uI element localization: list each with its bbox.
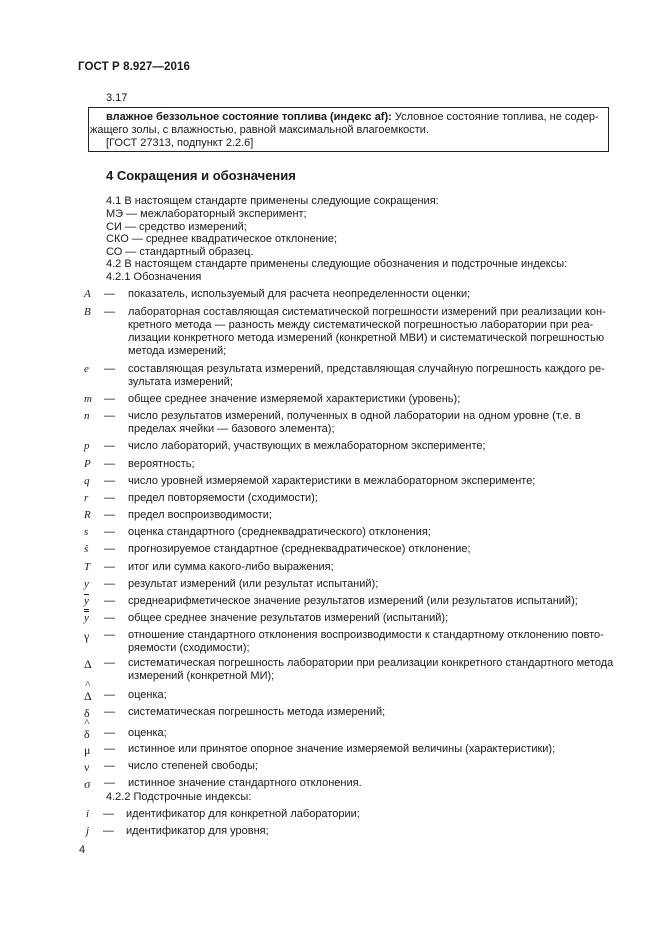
dash: —	[104, 595, 115, 607]
symbol: ^ δ	[84, 717, 90, 741]
dash: —	[104, 440, 115, 452]
symbol-description: систематическая погрешность метода измерений;	[128, 706, 386, 718]
subscript-description: идентификатор для конкретной лаборатории;	[126, 808, 360, 820]
symbol-description: среднеарифметическое значение результатов измерений (или результатов испытаний);	[128, 595, 578, 607]
dash: —	[104, 777, 115, 789]
symbol-description: оценка стандартного (среднеквадратического) отклонения;	[128, 526, 431, 538]
symbol-description: число лабораторий, участвующих в межлабораторном эксперименте;	[128, 440, 486, 452]
dash: —	[104, 363, 115, 375]
dash: —	[104, 578, 115, 590]
definition-box	[88, 108, 609, 152]
dash: —	[104, 306, 115, 318]
symbol: B	[84, 306, 91, 318]
symbol: μ	[84, 743, 91, 757]
definition-text-1: Условное состояние топлива, не содер-	[391, 111, 599, 123]
subscript-symbol: j	[86, 825, 90, 837]
symbol-description: показатель, используемый для расчета неопределенности оценки;	[128, 288, 471, 300]
dash: —	[103, 825, 114, 837]
symbol-description: предел воспроизводимости;	[128, 509, 272, 521]
symbol-description: предел повторяемости (сходимости);	[128, 492, 318, 504]
symbol-description: число результатов измерений, полученных в одной лаборатории на одном уровне (т.е. в пределах ячейки — базового элемента);	[128, 410, 581, 435]
dash: —	[103, 808, 114, 820]
symbol: $\overline{y}$	[84, 595, 89, 607]
paragraph-4-2-2: 4.2.2 Подстрочные индексы:	[106, 791, 252, 803]
definition-line-1	[106, 111, 599, 125]
symbol-description: составляющая результата измерений, представляющая случайную погрешность каждого ре- зультата измерений;	[128, 363, 605, 388]
dash: —	[104, 288, 115, 300]
definition-line-2: жащего золы, с влажностью, равной максимальной влагоемкости.	[90, 124, 430, 136]
definition-reference: [ГОСТ 27313, подпункт 2.2.6]	[106, 137, 254, 149]
symbol: T	[84, 561, 91, 573]
subscript-symbol: i	[86, 808, 90, 820]
symbol-description: оценка;	[128, 689, 167, 701]
subscript-description: идентификатор для уровня;	[126, 825, 269, 837]
dash: —	[104, 706, 115, 718]
symbol: P	[84, 458, 91, 470]
abbreviation-item: СО — стандартный образец.	[106, 246, 254, 258]
dash: —	[104, 410, 115, 422]
symbol-description: общее среднее значение измеряемой характеристики (уровень);	[128, 393, 461, 405]
dash: —	[104, 629, 115, 641]
symbol-description: оценка;	[128, 727, 167, 739]
dash: —	[104, 760, 115, 772]
symbol-description: прогнозируемое стандартное (среднеквадратическое) отклонение;	[128, 543, 471, 555]
paragraph-4-2-1: 4.2.1 Обозначения	[106, 271, 202, 283]
symbol: y	[84, 578, 89, 590]
symbol: ŝ	[84, 543, 89, 555]
page-number: 4	[79, 844, 86, 856]
paragraph-4-1: 4.1 В настоящем стандарте применены следующие сокращения:	[106, 195, 439, 207]
symbol: m	[84, 393, 92, 405]
symbol: σ	[84, 777, 91, 791]
abbreviation-item: СКО — среднее квадратическое отклонение;	[106, 233, 338, 245]
symbol: Δ	[84, 657, 92, 671]
symbol-description: истинное значение стандартного отклонения.	[128, 777, 362, 789]
symbol: A	[84, 288, 91, 300]
paragraph-4-2: 4.2 В настоящем стандарте применены следующие обозначения и подстрочные индексы:	[106, 258, 568, 270]
symbol-description: общее среднее значение результатов измерений (испытаний);	[128, 612, 449, 624]
symbol: γ	[84, 629, 90, 643]
symbol: p	[84, 440, 90, 452]
symbol-description: число степеней свободы;	[128, 760, 258, 772]
symbol: q	[84, 475, 90, 487]
symbol: ^ Δ	[84, 679, 92, 703]
dash: —	[104, 492, 115, 504]
symbol-description: истинное или принятое опорное значение измеряемой величины (характеристики);	[128, 743, 556, 755]
abbreviation-item: МЭ — межлабораторный эксперимент;	[106, 208, 307, 220]
symbol-description: отношение стандартного отклонения воспроизводимости к стандартному отклонению повто- ряемости (сходимости);	[128, 629, 604, 654]
dash: —	[104, 393, 115, 405]
symbol-description: число уровней измеряемой характеристики в межлабораторном эксперименте;	[128, 475, 536, 487]
dash: —	[104, 689, 115, 701]
symbol: δ	[84, 706, 90, 720]
symbol-description: лабораторная составляющая систематической погрешности измерений при реализации кон- кретного метода — разность между систематической погрешностью лаборатории при реа- лизации конкретного метода измерений (конкретной МВИ) и систематической погрешностью метода измерений;	[128, 306, 606, 357]
dash: —	[104, 526, 115, 538]
dash: —	[104, 458, 115, 470]
symbol: ν	[84, 760, 90, 774]
definition-term: влажное беззольное состояние топлива (индекс af):	[106, 111, 392, 123]
dash: —	[104, 657, 115, 669]
symbol-description: систематическая погрешность лаборатории при реализации конкретного стандартного метода измерений (конкретной МИ);	[128, 657, 614, 682]
definition-number: 3.17	[106, 92, 128, 104]
symbol: r	[84, 492, 89, 504]
symbol-description: результат измерений (или результат испытаний);	[128, 578, 379, 590]
dash: —	[104, 561, 115, 573]
dash: —	[104, 509, 115, 521]
symbol-description: итог или сумма какого-либо выражения;	[128, 561, 334, 573]
dash: —	[104, 743, 115, 755]
symbol-description: вероятность;	[128, 458, 195, 470]
symbol: y	[84, 612, 89, 624]
symbol: R	[84, 509, 91, 521]
document-header: ГОСТ Р 8.927—2016	[78, 61, 190, 73]
symbol: s	[84, 526, 89, 538]
dash: —	[104, 543, 115, 555]
dash: —	[104, 727, 115, 739]
abbreviation-item: СИ — средство измерений;	[106, 221, 247, 233]
symbol: n	[84, 410, 90, 422]
dash: —	[104, 475, 115, 487]
section-title: 4 Сокращения и обозначения	[106, 168, 296, 183]
symbol: e	[84, 363, 89, 375]
dash: —	[104, 612, 115, 624]
